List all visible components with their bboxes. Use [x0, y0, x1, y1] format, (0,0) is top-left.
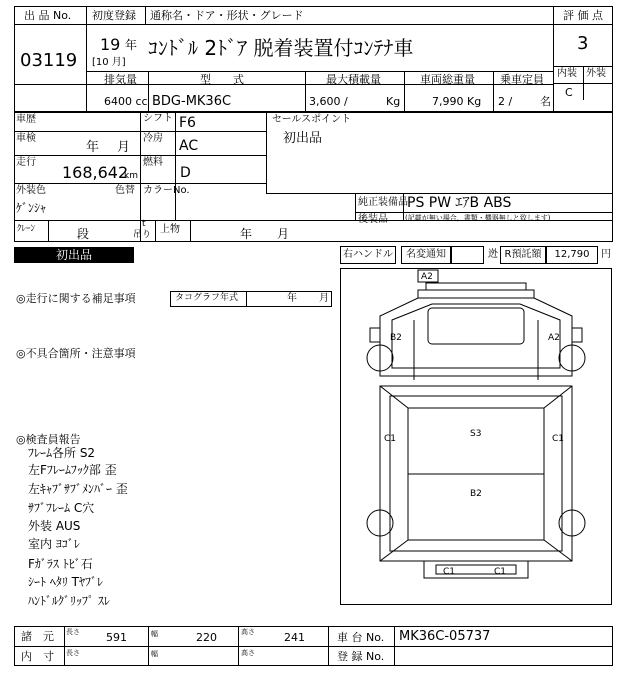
aircon-label: 冷房	[143, 133, 163, 144]
report-line: Fｶﾞﾗｽ ﾄﾋﾞ石	[28, 557, 93, 571]
sales-point-text: 初出品	[283, 131, 323, 146]
capacity-value: 2 /	[498, 95, 513, 108]
capacity-label: 乗車定員	[500, 73, 544, 86]
history-label: 車歴	[16, 114, 36, 125]
color-label: 外装色	[16, 185, 46, 196]
registration-year: 19	[100, 35, 121, 54]
displacement-label: 排気量	[104, 73, 137, 86]
registration-month: [10 月]	[92, 57, 126, 68]
aircon-value: AC	[179, 138, 199, 154]
aftermarket-label: 後装品	[358, 214, 388, 225]
car-name: ｺﾝﾄﾞﾙ 2ﾄﾞｱ 脱着装置付ｺﾝﾃﾅ車	[148, 36, 414, 60]
height-value: 241	[284, 631, 305, 644]
crane-stage-unit: 段	[77, 227, 90, 241]
tachograph-label: タコグラフ年式	[175, 293, 239, 303]
length-label: 長さ	[66, 628, 80, 636]
first-registration-label: 初度登録	[92, 9, 136, 22]
max-load-unit: Kg	[386, 95, 401, 108]
report-line: ｼｰﾄ ﾍﾀﾘ Tﾔﾌﾞﾚ	[28, 575, 103, 589]
crane-hook-label: 吊り	[133, 230, 152, 240]
report-line: 室内 ﾖｺﾞﾚ	[28, 537, 80, 551]
recycle-deposit-label-box: R預託額	[500, 246, 546, 264]
max-load-value: 3,600 /	[309, 95, 348, 108]
mark-b2-center: B2	[470, 489, 482, 499]
color-value: ｹﾞﾝｼｬ	[16, 201, 47, 215]
fuel-value: D	[180, 165, 191, 181]
gross-weight-value: 7,990 Kg	[432, 95, 482, 108]
tachograph-month-unit: 月	[319, 293, 329, 304]
truck-top-view-diagram	[340, 268, 612, 605]
report-line: 左ｷｬﾌﾞｻﾌﾞﾒﾝﾊﾞｰ 歪	[28, 482, 128, 496]
body-year-unit: 年	[240, 227, 253, 241]
defects-label: ◎不具合箇所・注意事項	[16, 347, 136, 360]
score-label: 評 価 点	[563, 9, 603, 22]
crane-ton-label: t	[142, 219, 146, 229]
car-name-label: 通称名・ドア・形状・グレード	[150, 9, 304, 22]
interior-grade: C	[565, 86, 573, 99]
inspection-label: 車検	[16, 133, 36, 144]
report-line: 外装 AUS	[28, 519, 81, 533]
driving-notes-label: ◎走行に関する補足事項	[16, 292, 136, 305]
mark-a2-top: A2	[421, 272, 433, 282]
recycle-deposit-value: 12,790	[546, 246, 598, 264]
color-change-label: 色替	[115, 185, 135, 196]
report-line: ｻﾌﾞﾌﾚｰﾑ C穴	[28, 501, 95, 515]
fuel-label: 燃料	[143, 157, 163, 168]
mark-c1-bottom-right: C1	[494, 567, 507, 577]
length-value: 591	[106, 631, 127, 644]
body-month-unit: 月	[277, 227, 290, 241]
report-line: 左Fﾌﾚｰﾑﾌｯｸ部 歪	[28, 463, 117, 477]
aftermarket-note: (記載が無い場合，書類・機器無しと致します)	[405, 214, 551, 222]
dimensions-label: 諸 元	[21, 630, 54, 643]
inspector-report-label: ◎検査員報告	[16, 433, 81, 446]
exterior-grade-label: 外装	[586, 68, 606, 79]
capacity-unit: 名	[540, 95, 551, 108]
chassis-number-label: 車 台 No.	[337, 631, 385, 644]
inspection-year-unit: 年	[86, 140, 100, 155]
color-number-label: カラーNo.	[143, 185, 190, 196]
tachograph-year-unit: 年	[287, 293, 297, 304]
report-line: ﾌﾚｰﾑ各所 S2	[28, 446, 96, 460]
name-change-check	[451, 246, 484, 264]
height-label: 高さ	[241, 628, 255, 636]
equipment-label: 純正装備品	[358, 197, 408, 208]
max-load-label: 最大積載量	[326, 73, 381, 86]
mark-c1-right: C1	[552, 434, 565, 444]
shift-label: シフト	[143, 113, 173, 124]
mileage-value: 168,642	[62, 163, 129, 182]
first-listing-banner: 初出品	[14, 247, 134, 263]
shift-value: F6	[179, 115, 196, 131]
right-handle-box: 右ハンドル	[340, 246, 396, 264]
model-value: BDG-MK36C	[152, 94, 232, 109]
mileage-label: 走行	[16, 157, 36, 168]
crane-label: ｸﾚｰﾝ	[17, 224, 36, 234]
displacement-value: 6400 cc	[104, 95, 148, 108]
mark-s3-center: S3	[470, 429, 482, 439]
report-line: ﾊﾝﾄﾞﾙｸﾞﾘｯﾌﾟ ｽﾚ	[28, 594, 110, 608]
gross-weight-label: 車両総重量	[420, 73, 475, 86]
width-label: 幅	[151, 630, 158, 638]
equipment-value: PS PW ｴｱB ABS	[407, 195, 512, 211]
body-label: 上物	[160, 224, 180, 235]
interior-dimensions-label: 内 寸	[21, 650, 54, 663]
interior-width-label: 幅	[151, 650, 158, 658]
mark-a2-right: A2	[548, 333, 560, 343]
model-label: 型 式	[200, 73, 244, 86]
width-value: 220	[196, 631, 217, 644]
registration-year-unit: 年	[125, 38, 138, 52]
interior-height-label: 高さ	[241, 649, 255, 657]
name-change-label-box: 名変通知	[401, 246, 451, 264]
mark-b2-left: B2	[390, 333, 402, 343]
sales-point-label: セールスポイント	[272, 114, 352, 125]
mileage-unit: km	[124, 171, 138, 181]
recycle-deposit-unit: 円	[601, 249, 611, 260]
chassis-number-value: MK36C-05737	[399, 629, 491, 644]
inspection-month-unit: 月	[117, 140, 131, 155]
status-mark: 迯	[488, 249, 498, 260]
interior-length-label: 長さ	[66, 649, 80, 657]
evaluation-score: 3	[577, 33, 589, 54]
mark-c1-bottom-left: C1	[443, 567, 456, 577]
interior-grade-label: 内装	[557, 68, 577, 79]
lot-number-label: 出 品 No.	[24, 9, 72, 22]
lot-number: 03119	[20, 50, 78, 71]
registration-number-label: 登 録 No.	[337, 650, 385, 663]
mark-c1-left: C1	[384, 434, 397, 444]
